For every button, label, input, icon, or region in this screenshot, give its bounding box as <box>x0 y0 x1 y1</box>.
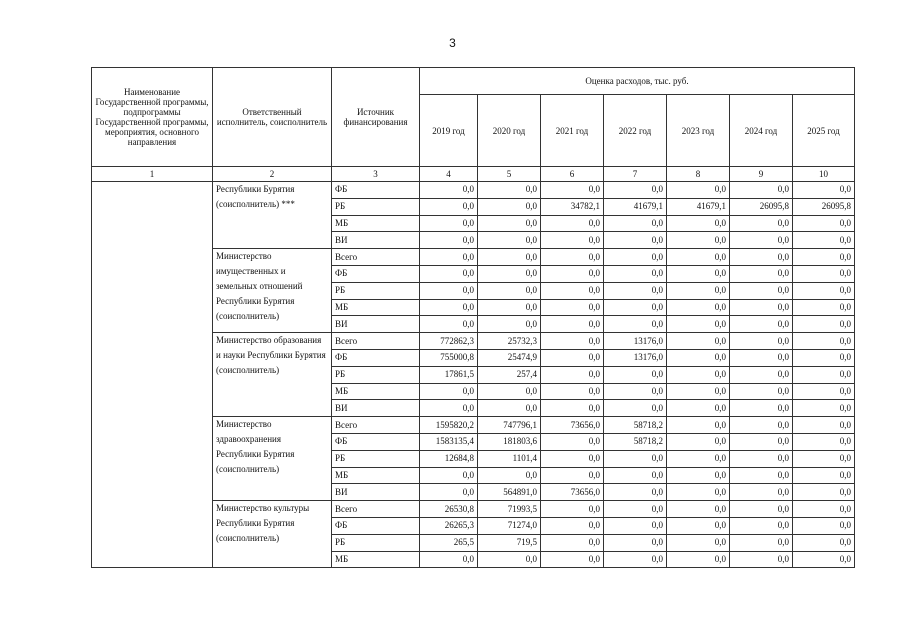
amount-cell: 772862,3 <box>420 333 478 350</box>
amount-cell: 0,0 <box>420 265 478 282</box>
amount-cell: 0,0 <box>478 316 541 333</box>
amount-cell: 0,0 <box>541 249 604 266</box>
amount-cell: 0,0 <box>730 349 793 366</box>
amount-cell: 25474,9 <box>478 349 541 366</box>
funding-source-cell: ВИ <box>332 484 420 501</box>
amount-cell: 0,0 <box>604 232 667 249</box>
amount-cell: 0,0 <box>604 484 667 501</box>
amount-cell: 0,0 <box>730 467 793 484</box>
amount-cell: 0,0 <box>793 551 855 568</box>
amount-cell: 0,0 <box>420 299 478 316</box>
amount-cell: 0,0 <box>667 366 730 383</box>
amount-cell: 0,0 <box>730 232 793 249</box>
funding-source-cell: МБ <box>332 467 420 484</box>
amount-cell: 13176,0 <box>604 349 667 366</box>
amount-cell: 0,0 <box>541 349 604 366</box>
funding-source-cell: ФБ <box>332 433 420 450</box>
amount-cell: 0,0 <box>793 517 855 534</box>
amount-cell: 0,0 <box>604 215 667 232</box>
amount-cell: 0,0 <box>730 265 793 282</box>
amount-cell: 0,0 <box>793 433 855 450</box>
executor-cell: Республики Бурятия (соисполнитель) *** <box>213 182 332 249</box>
amount-cell: 71274,0 <box>478 517 541 534</box>
budget-table <box>91 67 855 568</box>
funding-source-cell: Всего <box>332 417 420 434</box>
amount-cell: 0,0 <box>541 333 604 350</box>
amount-cell: 0,0 <box>420 249 478 266</box>
header-year: 2023 год <box>667 95 730 167</box>
amount-cell: 0,0 <box>604 551 667 568</box>
amount-cell: 0,0 <box>478 232 541 249</box>
page-number: 3 <box>449 36 456 50</box>
amount-cell: 0,0 <box>730 450 793 467</box>
amount-cell: 0,0 <box>667 265 730 282</box>
amount-cell: 0,0 <box>793 501 855 518</box>
amount-cell: 26265,3 <box>420 517 478 534</box>
amount-cell: 0,0 <box>730 517 793 534</box>
amount-cell: 0,0 <box>793 265 855 282</box>
column-number: 4 <box>420 167 478 182</box>
amount-cell: 0,0 <box>730 249 793 266</box>
executor-cell: Министерство культуры Республики Бурятия (соисполнитель) <box>213 501 332 568</box>
amount-cell: 17861,5 <box>420 366 478 383</box>
amount-cell: 0,0 <box>478 299 541 316</box>
amount-cell: 0,0 <box>730 501 793 518</box>
header-year: 2019 год <box>420 95 478 167</box>
amount-cell: 0,0 <box>667 501 730 518</box>
amount-cell: 0,0 <box>667 349 730 366</box>
funding-source-cell: Всего <box>332 249 420 266</box>
amount-cell: 26095,8 <box>793 198 855 215</box>
amount-cell: 0,0 <box>604 534 667 551</box>
header-year: 2020 год <box>478 95 541 167</box>
amount-cell: 0,0 <box>478 215 541 232</box>
amount-cell: 0,0 <box>793 215 855 232</box>
amount-cell: 0,0 <box>420 383 478 400</box>
header-year: 2021 год <box>541 95 604 167</box>
amount-cell: 26095,8 <box>730 198 793 215</box>
amount-cell: 0,0 <box>793 484 855 501</box>
amount-cell: 0,0 <box>541 400 604 417</box>
amount-cell: 0,0 <box>667 282 730 299</box>
amount-cell: 0,0 <box>541 467 604 484</box>
funding-source-cell: ФБ <box>332 349 420 366</box>
amount-cell: 0,0 <box>793 400 855 417</box>
amount-cell: 0,0 <box>793 349 855 366</box>
amount-cell: 0,0 <box>604 450 667 467</box>
funding-source-cell: Всего <box>332 501 420 518</box>
column-number: 6 <box>541 167 604 182</box>
amount-cell: 0,0 <box>730 484 793 501</box>
amount-cell: 0,0 <box>730 299 793 316</box>
amount-cell: 0,0 <box>730 333 793 350</box>
amount-cell: 0,0 <box>793 316 855 333</box>
amount-cell: 0,0 <box>730 433 793 450</box>
amount-cell: 0,0 <box>541 551 604 568</box>
funding-source-cell: РБ <box>332 450 420 467</box>
executor-cell: Министерство образования и науки Республики Бурятия (соисполнитель) <box>213 333 332 417</box>
amount-cell: 564891,0 <box>478 484 541 501</box>
amount-cell: 0,0 <box>604 182 667 199</box>
amount-cell: 0,0 <box>541 265 604 282</box>
amount-cell: 0,0 <box>793 282 855 299</box>
amount-cell: 0,0 <box>667 417 730 434</box>
amount-cell: 0,0 <box>420 232 478 249</box>
amount-cell: 0,0 <box>420 400 478 417</box>
amount-cell: 0,0 <box>793 467 855 484</box>
amount-cell: 0,0 <box>478 467 541 484</box>
funding-source-cell: МБ <box>332 215 420 232</box>
executor-cell: Министерство здравоохранения Республики Бурятия (соисполнитель) <box>213 417 332 501</box>
amount-cell: 0,0 <box>541 232 604 249</box>
column-number: 8 <box>667 167 730 182</box>
amount-cell: 0,0 <box>420 182 478 199</box>
amount-cell: 0,0 <box>478 383 541 400</box>
amount-cell: 0,0 <box>667 484 730 501</box>
amount-cell: 0,0 <box>420 484 478 501</box>
amount-cell: 0,0 <box>478 551 541 568</box>
amount-cell: 0,0 <box>541 182 604 199</box>
funding-source-cell: ВИ <box>332 232 420 249</box>
amount-cell: 12684,8 <box>420 450 478 467</box>
amount-cell: 0,0 <box>541 383 604 400</box>
amount-cell: 0,0 <box>541 534 604 551</box>
amount-cell: 26530,8 <box>420 501 478 518</box>
amount-cell: 747796,1 <box>478 417 541 434</box>
amount-cell: 0,0 <box>667 249 730 266</box>
funding-source-cell: РБ <box>332 534 420 551</box>
amount-cell: 0,0 <box>793 417 855 434</box>
amount-cell: 0,0 <box>667 517 730 534</box>
amount-cell: 0,0 <box>793 383 855 400</box>
amount-cell: 0,0 <box>420 551 478 568</box>
amount-cell: 0,0 <box>541 517 604 534</box>
amount-cell: 0,0 <box>730 215 793 232</box>
amount-cell: 34782,1 <box>541 198 604 215</box>
executor-cell: Министерство имущественных и земельных отношений Республики Бурятия (соисполнитель) <box>213 249 332 333</box>
amount-cell: 0,0 <box>604 249 667 266</box>
amount-cell: 0,0 <box>667 182 730 199</box>
amount-cell: 0,0 <box>667 333 730 350</box>
amount-cell: 0,0 <box>541 450 604 467</box>
funding-source-cell: ФБ <box>332 517 420 534</box>
amount-cell: 13176,0 <box>604 333 667 350</box>
amount-cell: 0,0 <box>604 316 667 333</box>
amount-cell: 0,0 <box>793 534 855 551</box>
table-body <box>92 182 855 568</box>
funding-source-cell: РБ <box>332 282 420 299</box>
header-year: 2022 год <box>604 95 667 167</box>
amount-cell: 73656,0 <box>541 417 604 434</box>
amount-cell: 0,0 <box>604 282 667 299</box>
amount-cell: 0,0 <box>420 316 478 333</box>
amount-cell: 0,0 <box>478 249 541 266</box>
amount-cell: 0,0 <box>541 501 604 518</box>
amount-cell: 0,0 <box>604 383 667 400</box>
amount-cell: 0,0 <box>793 366 855 383</box>
header-program-name: Наименование Государственной программы, подпрограммы Государственной программы, мероприятия, основного направления <box>92 68 213 167</box>
column-number: 5 <box>478 167 541 182</box>
header-year: 2024 год <box>730 95 793 167</box>
amount-cell: 0,0 <box>730 400 793 417</box>
amount-cell: 0,0 <box>604 265 667 282</box>
amount-cell: 41679,1 <box>667 198 730 215</box>
amount-cell: 0,0 <box>420 467 478 484</box>
amount-cell: 0,0 <box>667 433 730 450</box>
amount-cell: 0,0 <box>667 383 730 400</box>
amount-cell: 0,0 <box>730 417 793 434</box>
amount-cell: 41679,1 <box>604 198 667 215</box>
amount-cell: 0,0 <box>667 400 730 417</box>
amount-cell: 0,0 <box>730 316 793 333</box>
column-number: 10 <box>793 167 855 182</box>
amount-cell: 0,0 <box>478 198 541 215</box>
amount-cell: 0,0 <box>604 517 667 534</box>
header-executor: Ответственный исполнитель, соисполнитель <box>213 68 332 167</box>
table-row <box>92 182 855 199</box>
header-year: 2025 год <box>793 95 855 167</box>
amount-cell: 0,0 <box>667 450 730 467</box>
amount-cell: 0,0 <box>730 534 793 551</box>
amount-cell: 0,0 <box>793 232 855 249</box>
funding-source-cell: ФБ <box>332 265 420 282</box>
column-number: 7 <box>604 167 667 182</box>
amount-cell: 73656,0 <box>541 484 604 501</box>
amount-cell: 0,0 <box>667 551 730 568</box>
amount-cell: 0,0 <box>604 400 667 417</box>
amount-cell: 58718,2 <box>604 433 667 450</box>
column-number: 2 <box>213 167 332 182</box>
funding-source-cell: МБ <box>332 383 420 400</box>
amount-cell: 0,0 <box>604 366 667 383</box>
funding-source-cell: РБ <box>332 366 420 383</box>
amount-cell: 0,0 <box>793 299 855 316</box>
amount-cell: 0,0 <box>793 249 855 266</box>
amount-cell: 0,0 <box>730 366 793 383</box>
amount-cell: 0,0 <box>793 333 855 350</box>
amount-cell: 0,0 <box>541 366 604 383</box>
amount-cell: 0,0 <box>667 467 730 484</box>
amount-cell: 0,0 <box>667 534 730 551</box>
amount-cell: 0,0 <box>478 182 541 199</box>
amount-cell: 265,5 <box>420 534 478 551</box>
amount-cell: 181803,6 <box>478 433 541 450</box>
amount-cell: 0,0 <box>730 551 793 568</box>
funding-source-cell: ФБ <box>332 182 420 199</box>
funding-source-cell: МБ <box>332 299 420 316</box>
funding-source-cell: МБ <box>332 551 420 568</box>
amount-cell: 0,0 <box>478 265 541 282</box>
funding-source-cell: ВИ <box>332 400 420 417</box>
header-expenses-group: Оценка расходов, тыс. руб. <box>420 68 855 95</box>
amount-cell: 0,0 <box>604 467 667 484</box>
program-name-cell <box>92 182 213 568</box>
amount-cell: 257,4 <box>478 366 541 383</box>
amount-cell: 0,0 <box>667 215 730 232</box>
amount-cell: 0,0 <box>541 299 604 316</box>
funding-source-cell: ВИ <box>332 316 420 333</box>
amount-cell: 0,0 <box>730 383 793 400</box>
amount-cell: 0,0 <box>604 501 667 518</box>
amount-cell: 0,0 <box>667 299 730 316</box>
amount-cell: 0,0 <box>793 182 855 199</box>
amount-cell: 0,0 <box>478 400 541 417</box>
amount-cell: 719,5 <box>478 534 541 551</box>
amount-cell: 0,0 <box>420 282 478 299</box>
column-number: 1 <box>92 167 213 182</box>
amount-cell: 71993,5 <box>478 501 541 518</box>
column-number: 3 <box>332 167 420 182</box>
amount-cell: 0,0 <box>667 316 730 333</box>
amount-cell: 0,0 <box>667 232 730 249</box>
funding-source-cell: РБ <box>332 198 420 215</box>
amount-cell: 1101,4 <box>478 450 541 467</box>
amount-cell: 0,0 <box>730 282 793 299</box>
amount-cell: 0,0 <box>793 450 855 467</box>
header-funding-source: Источник финансирования <box>332 68 420 167</box>
amount-cell: 0,0 <box>420 215 478 232</box>
amount-cell: 0,0 <box>730 182 793 199</box>
amount-cell: 25732,3 <box>478 333 541 350</box>
amount-cell: 0,0 <box>420 198 478 215</box>
amount-cell: 1595820,2 <box>420 417 478 434</box>
amount-cell: 755000,8 <box>420 349 478 366</box>
amount-cell: 0,0 <box>604 299 667 316</box>
amount-cell: 0,0 <box>541 433 604 450</box>
amount-cell: 0,0 <box>478 282 541 299</box>
column-number: 9 <box>730 167 793 182</box>
amount-cell: 0,0 <box>541 316 604 333</box>
amount-cell: 0,0 <box>541 215 604 232</box>
amount-cell: 0,0 <box>541 282 604 299</box>
amount-cell: 58718,2 <box>604 417 667 434</box>
funding-source-cell: Всего <box>332 333 420 350</box>
amount-cell: 1583135,4 <box>420 433 478 450</box>
